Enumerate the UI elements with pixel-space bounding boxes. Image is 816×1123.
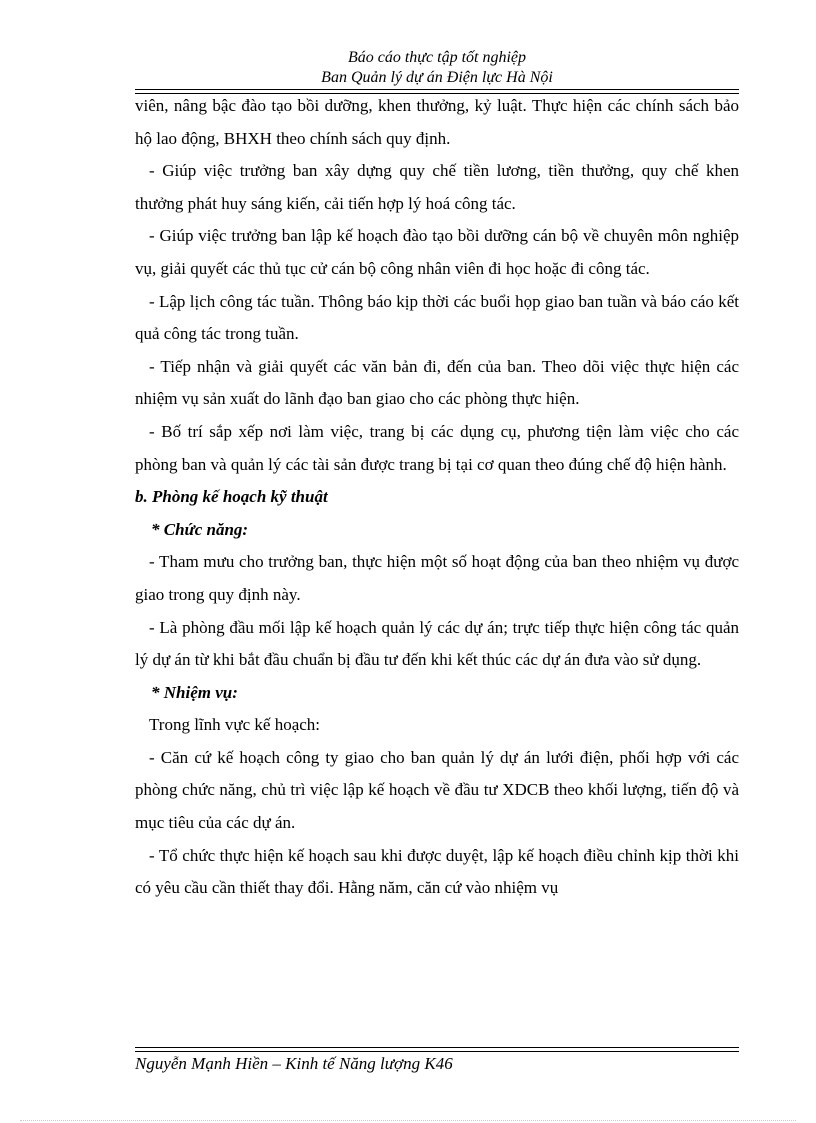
function-label: * Chức năng: — [151, 519, 249, 539]
paragraph: viên, nâng bậc đào tạo bồi dưỡng, khen thưởng, kỷ luật. Thực hiện các chính sách bảo hộ lao động, BHXH theo chính sách quy định. — [135, 96, 739, 148]
paragraph: - Tham mưu cho trưởng ban, thực hiện một số hoạt động của ban theo nhiệm vụ được giao trong quy định này. — [135, 552, 739, 604]
document-body — [135, 90, 739, 905]
page-footer: Nguyễn Mạnh Hiền – Kinh tế Năng lượng K46 — [135, 1054, 453, 1073]
paragraph: - Tiếp nhận và giải quyết các văn bản đi, đến của ban. Theo dõi việc thực hiện các nhiệm vụ sản xuất do lãnh đạo ban giao cho các phòng thực hiện. — [135, 356, 739, 409]
paragraph: - Là phòng đầu mối lập kế hoạch quản lý các dự án; trực tiếp thực hiện công tác quản lý dự án từ khi bắt đầu chuẩn bị đầu tư đến khi kết thúc các dự án đưa vào sử dụng. — [135, 617, 739, 670]
paragraph: Trong lĩnh vực kế hoạch: — [149, 715, 321, 735]
section-heading: b. Phòng kế hoạch kỹ thuật — [135, 487, 328, 507]
header-title: Báo cáo thực tập tốt nghiệp — [347, 49, 527, 66]
paragraph: - Căn cứ kế hoạch công ty giao cho ban quản lý dự án lưới điện, phối hợp với các phòng chức năng, chủ trì việc lập kế hoạch về đầu tư XDCB theo khối lượng, tiến độ và mục tiêu của các dự án. — [135, 747, 739, 833]
page-header — [135, 48, 739, 88]
paragraph: - Lập lịch công tác tuần. Thông báo kịp thời các buổi họp giao ban tuần và báo cáo kết quả công tác trong tuần. — [135, 291, 739, 344]
footer-rule — [135, 1047, 739, 1052]
paragraph: - Bố trí sắp xếp nơi làm việc, trang bị các dụng cụ, phương tiện làm việc cho các phòng ban và quản lý các tài sản được trang bị tại cơ quan theo đúng chế độ hiện hành. — [135, 421, 739, 474]
paragraph: - Giúp việc trưởng ban xây dựng quy chế tiền lương, tiền thưởng, quy chế khen thưởng phát huy sáng kiến, cải tiến hợp lý hoá công tác. — [135, 161, 739, 213]
duty-label: * Nhiệm vụ: — [151, 682, 238, 702]
paragraph: - Giúp việc trưởng ban lập kế hoạch đào tạo bồi dưỡng cán bộ về chuyên môn nghiệp vụ, giải quyết các thủ tục cử cán bộ công nhân viên đi học hoặc đi công tác. — [135, 226, 739, 278]
paragraph: - Tổ chức thực hiện kế hoạch sau khi được duyệt, lập kế hoạch điều chỉnh kịp thời khi có yêu cầu cần thiết thay đổi. Hằng năm, căn cứ vào nhiệm vụ — [135, 845, 739, 898]
page-edge-divider — [20, 1120, 796, 1121]
header-subtitle: Ban Quản lý dự án Điện lực Hà Nội — [321, 69, 553, 86]
